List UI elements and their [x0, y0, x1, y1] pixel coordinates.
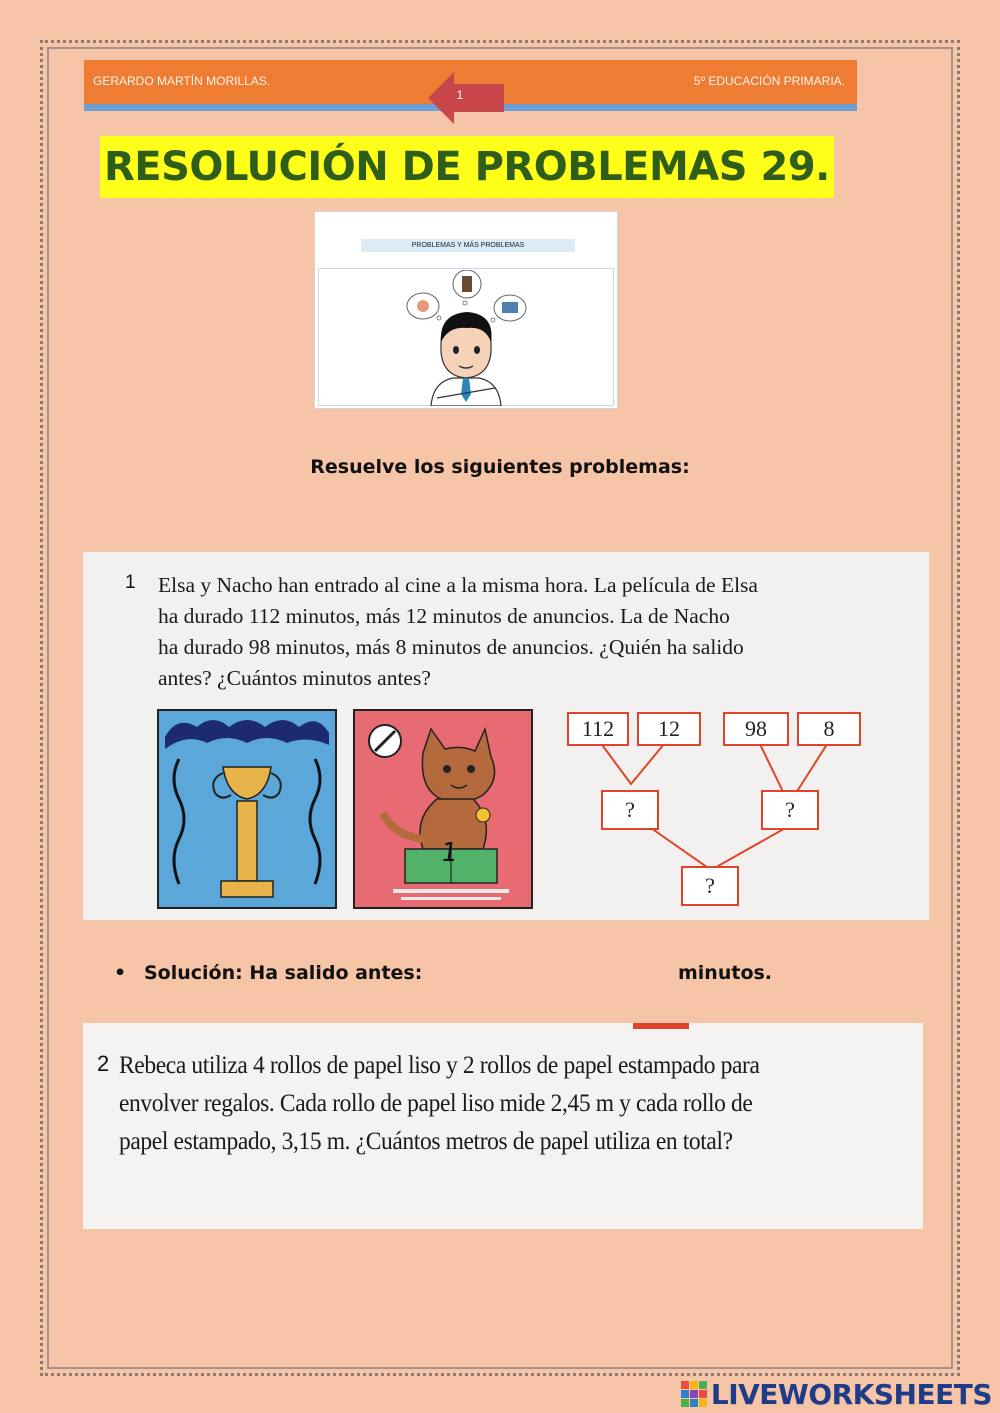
diagram-box-112: 112 — [567, 712, 629, 746]
page-number: 1 — [456, 88, 464, 102]
diagram-box-sum-2: ? — [761, 790, 819, 830]
solution-unit: minutos. — [678, 962, 773, 984]
solution-label: Solución: Ha salido antes: — [144, 962, 423, 984]
solution-bullet: • — [114, 962, 127, 984]
instructions: Resuelve los siguientes problemas: — [310, 456, 690, 478]
header-illustration — [314, 211, 618, 409]
illustration-caption: PROBLEMAS Y MÁS PROBLEMAS — [361, 239, 575, 252]
thinking-boy-icon — [401, 270, 531, 406]
trophy-poster-icon — [157, 709, 337, 909]
problem-1-card — [83, 552, 929, 920]
problem-2-line: Rebeca utiliza 4 rollos de papel liso y 2 rollos de papel estampado para — [119, 1052, 760, 1079]
problem-2-line: envolver regalos. Cada rollo de papel liso mide 2,45 m y cada rollo de — [119, 1090, 753, 1117]
diagram-box-sum-1: ? — [601, 790, 659, 830]
top-red-mark — [633, 1023, 689, 1029]
problem-2-card — [83, 1023, 923, 1229]
problem-1-line: antes? ¿Cuántos minutos antes? — [158, 666, 431, 690]
diagram-box-12: 12 — [637, 712, 701, 746]
liveworksheets-logo[interactable] — [681, 1376, 992, 1412]
brand-name: LIVEWORKSHEETS — [710, 1377, 992, 1411]
problem-2-text — [119, 1047, 871, 1161]
poster-number: 1 — [438, 838, 459, 868]
problem-1-text — [158, 570, 929, 694]
liveworksheets-grid-icon — [681, 1381, 707, 1407]
diagram-box-result: ? — [681, 866, 739, 906]
problem-2-number: 2 — [97, 1051, 110, 1076]
problem-2-line: papel estampado, 3,15 m. ¿Cuántos metros de papel utiliza en total? — [119, 1128, 733, 1155]
diagram-box-98: 98 — [723, 712, 789, 746]
page-title: RESOLUCIÓN DE PROBLEMAS 29. — [100, 136, 834, 198]
grade-level: 5º EDUCACIÓN PRIMARIA. — [693, 74, 845, 88]
cat-poster-icon — [353, 709, 533, 909]
problem-1-number: 1 — [125, 572, 136, 593]
author-name: GERARDO MARTÍN MORILLAS. — [93, 74, 271, 88]
diagram-box-8: 8 — [797, 712, 861, 746]
problem-1-line: Elsa y Nacho han entrado al cine a la misma hora. La película de Elsa — [158, 573, 758, 597]
problem-1-line: ha durado 98 minutos, más 8 minutos de anuncios. ¿Quién ha salido — [158, 635, 744, 659]
problem-1-line: ha durado 112 minutos, más 12 minutos de anuncios. La de Nacho — [158, 604, 730, 628]
